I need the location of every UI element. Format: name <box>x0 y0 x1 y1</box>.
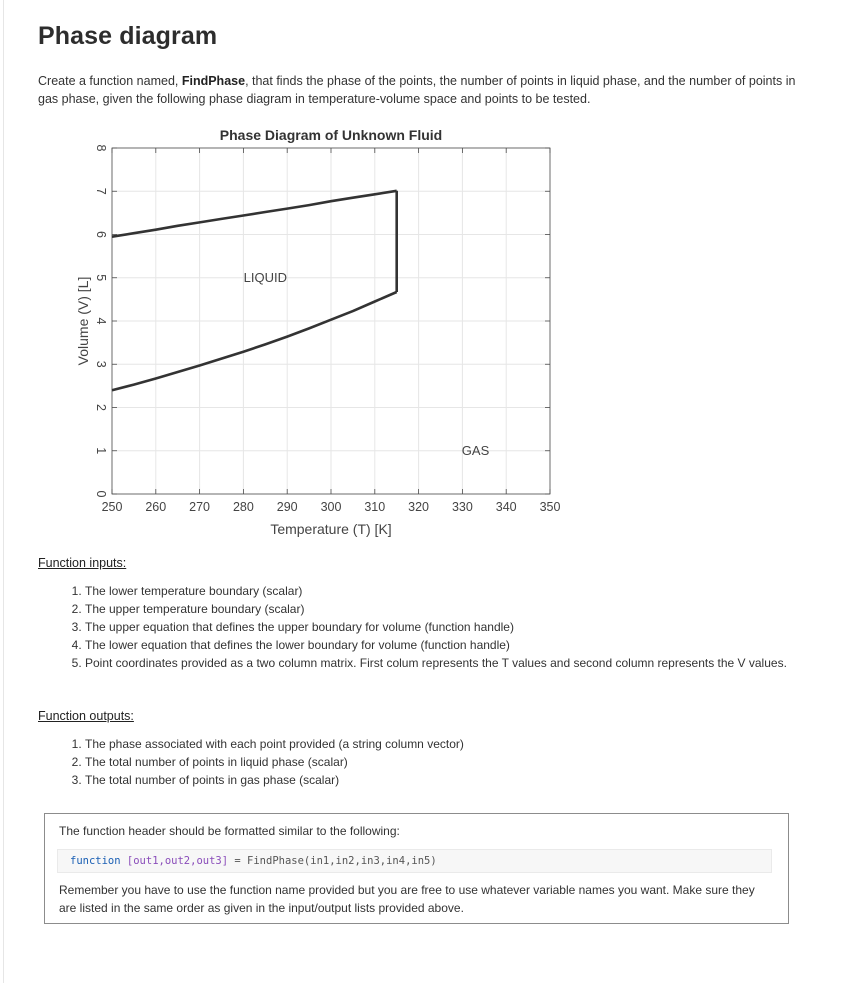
input-item: 4. The lower equation that defines the lower boundary for volume (function handle) <box>85 636 805 654</box>
y-tick-label: 2 <box>94 404 108 411</box>
y-tick-label: 3 <box>94 360 108 368</box>
input-item: 2. The upper temperature boundary (scalar) <box>85 600 805 618</box>
y-tick-label: 5 <box>94 274 108 282</box>
y-tick-label: 4 <box>94 317 108 325</box>
x-tick-label: 260 <box>145 500 167 514</box>
outputs-heading: Function outputs: <box>38 709 134 723</box>
function-header-note <box>44 813 789 924</box>
code-outputs: [out1,out2,out3] <box>126 855 229 867</box>
input-item: 5. Point coordinates provided as a two column matrix. First colum represents the T values and second column represents the V values. <box>85 654 805 672</box>
x-tick-label: 300 <box>320 500 342 514</box>
y-axis-label: Volume (V) [L] <box>75 276 91 366</box>
note-footer-text: Remember you have to use the function name provided but you are free to use whatever variable names you want. Make sure they are listed in the same order as given in the input/output lists provided above. <box>59 883 755 915</box>
intro-text-end: , that finds the phase of the points, the number of points in liquid phase, and the number of points in gas phase, given the following phase diagram in temperature-volume space and points to be tested. <box>38 74 796 106</box>
y-tick-label: 0 <box>94 490 108 498</box>
code-signature: = FindPhase(in1,in2,in3,in4,in5) <box>228 855 437 867</box>
chart-annotation: LIQUID <box>243 270 287 286</box>
input-item: 1. The lower temperature boundary (scalar) <box>85 582 805 600</box>
x-tick-label: 290 <box>276 500 298 514</box>
x-tick-label: 310 <box>364 500 386 514</box>
input-item: 3. The upper equation that defines the upper boundary for volume (function handle) <box>85 618 805 636</box>
y-tick-label: 1 <box>94 447 108 455</box>
function-header-code[interactable] <box>57 849 772 873</box>
x-tick-label: 270 <box>189 500 211 514</box>
x-tick-label: 280 <box>232 500 254 514</box>
intro-text-start: Create a function named, <box>38 74 182 88</box>
output-item: 2. The total number of points in liquid phase (scalar) <box>85 753 805 771</box>
page-title: Phase diagram <box>38 22 218 50</box>
x-tick-label: 350 <box>539 500 561 514</box>
code-keyword: function <box>70 855 121 867</box>
x-tick-label: 320 <box>408 500 430 514</box>
output-item: 1. The phase associated with each point provided (a string column vector) <box>85 735 805 753</box>
inputs-list <box>70 582 805 672</box>
x-tick-label: 250 <box>101 500 123 514</box>
inputs-heading: Function inputs: <box>38 556 127 570</box>
intro-paragraph <box>38 72 813 108</box>
y-tick-label: 8 <box>94 144 108 152</box>
x-axis-label: Temperature (T) [K] <box>270 521 392 537</box>
output-item: 3. The total number of points in gas phase (scalar) <box>85 771 805 789</box>
y-tick-label: 6 <box>94 231 108 238</box>
phase-diagram-chart <box>60 124 580 544</box>
x-tick-label: 330 <box>451 500 473 514</box>
y-tick-label: 7 <box>94 187 108 195</box>
x-tick-label: 340 <box>495 500 517 514</box>
outputs-list <box>70 735 805 789</box>
function-name: FindPhase <box>181 74 246 88</box>
page-left-border <box>3 0 4 983</box>
chart-annotation: GAS <box>461 443 490 459</box>
note-header-text: The function header should be formatted similar to the following: <box>59 824 400 838</box>
chart-title: Phase Diagram of Unknown Fluid <box>219 127 443 143</box>
